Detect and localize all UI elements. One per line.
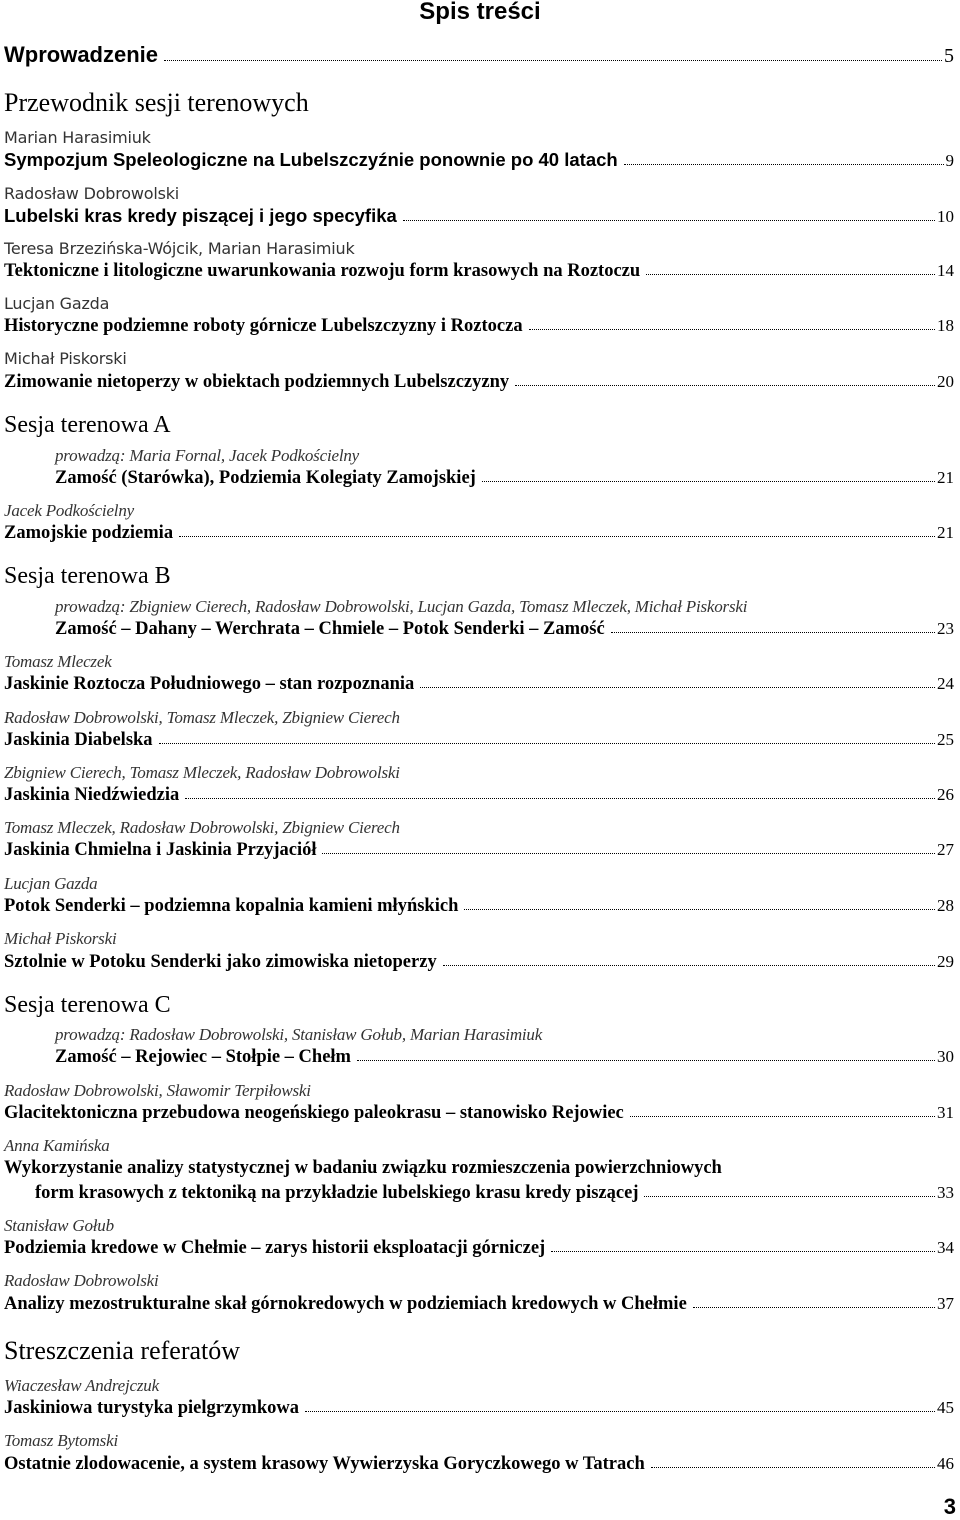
dot-leader	[357, 1059, 935, 1061]
entry-author: Lucjan Gazda	[4, 874, 98, 893]
toc-entry-intro[interactable]	[4, 42, 954, 68]
dot-leader	[305, 1410, 935, 1412]
dot-leader	[644, 1195, 935, 1197]
entry-title: Potok Senderki – podziemna kopalnia kamieni młyńskich	[4, 896, 459, 916]
dot-leader	[164, 59, 942, 61]
dot-leader	[630, 1115, 935, 1117]
dot-leader	[482, 480, 935, 482]
entry-page: 14	[937, 261, 954, 280]
toc-entry[interactable]	[4, 316, 954, 337]
entry-page: 5	[944, 45, 954, 67]
toc-entry[interactable]	[4, 952, 954, 973]
toc-entry[interactable]	[4, 149, 954, 171]
entry-title: Analizy mezostrukturalne skał górnokredowych w podziemiach kredowych w Chełmie	[4, 1294, 687, 1314]
entry-page: 37	[937, 1294, 954, 1313]
entry-page: 20	[937, 372, 954, 391]
entry-title: Historyczne podziemne roboty górnicze Lubelszczyzny i Roztocza	[4, 316, 523, 336]
entry-title: Jaskinia Niedźwiedzia	[4, 785, 180, 805]
toc-entry[interactable]	[4, 261, 954, 282]
entry-page: 21	[937, 523, 954, 542]
entry-title: Wprowadzenie	[4, 42, 159, 67]
toc-entry[interactable]	[4, 674, 954, 695]
dot-leader	[179, 535, 935, 537]
entry-page: 26	[937, 785, 954, 804]
entry-author: Radosław Dobrowolski	[4, 184, 180, 203]
dot-leader	[443, 964, 935, 966]
entry-title-line2: form krasowych z tektoniką na przykładzie lubelskiego krasu kredy piszącej	[35, 1183, 639, 1203]
entry-title: Ostatnie zlodowacenie, a system krasowy Wywierzyska Goryczkowego w Tatrach	[4, 1454, 645, 1474]
dot-leader	[624, 163, 944, 165]
entry-title: Glacitektoniczna przebudowa neogeńskiego paleokrasu – stanowisko Rejowiec	[4, 1103, 624, 1123]
toc-entry[interactable]	[4, 523, 954, 544]
page-number: 3	[943, 1494, 956, 1519]
toc-entry-route[interactable]	[55, 468, 954, 489]
entry-page: 9	[945, 151, 954, 170]
session-leaders: prowadzą: Zbigniew Cierech, Radosław Dobrowolski, Lucjan Gazda, Tomasz Mleczek, Michał Piskorski	[55, 597, 748, 616]
entry-title: Jaskinie Roztocza Południowego – stan rozpoznania	[4, 674, 415, 694]
entry-page: 18	[937, 316, 954, 335]
entry-title: Zamość – Dahany – Werchrata – Chmiele – Potok Senderki – Zamość	[55, 619, 605, 639]
section-heading: Sesja terenowa A	[4, 412, 171, 438]
session-leaders: prowadzą: Maria Fornal, Jacek Podkościelny	[55, 446, 359, 465]
entry-author: Tomasz Bytomski	[4, 1431, 118, 1450]
entry-page: 46	[937, 1454, 954, 1473]
entry-author: Lucjan Gazda	[4, 294, 110, 313]
entry-title: Tektoniczne i litologiczne uwarunkowania rozwoju form krasowych na Roztoczu	[4, 261, 641, 281]
page-title: Spis treści	[419, 0, 541, 25]
entry-author: Stanisław Gołub	[4, 1216, 114, 1235]
toc-entry[interactable]	[4, 785, 954, 806]
toc-entry[interactable]	[4, 1454, 954, 1475]
dot-leader	[515, 384, 935, 386]
dot-leader	[529, 328, 935, 330]
toc-entry-route[interactable]	[55, 1047, 954, 1068]
dot-leader	[420, 686, 935, 688]
entry-title: Zimowanie nietoperzy w obiektach podziemnych Lubelszczyzny	[4, 372, 510, 392]
entry-author: Tomasz Mleczek, Radosław Dobrowolski, Zbigniew Cierech	[4, 818, 400, 837]
entry-author: Anna Kamińska	[4, 1136, 110, 1155]
toc-entry[interactable]	[4, 1294, 954, 1315]
entry-title: Lubelski kras kredy piszącej i jego specyfika	[4, 205, 397, 226]
entry-page: 25	[937, 730, 954, 749]
entry-page: 27	[937, 840, 954, 859]
toc-entry-route[interactable]	[55, 619, 954, 640]
entry-author: Michał Piskorski	[4, 929, 117, 948]
toc-entry[interactable]	[4, 372, 954, 393]
dot-leader	[403, 219, 935, 221]
section-heading: Streszczenia referatów	[4, 1336, 241, 1365]
dot-leader	[646, 273, 935, 275]
toc-entry[interactable]	[4, 1238, 954, 1259]
entry-author: Tomasz Mleczek	[4, 652, 112, 671]
section-heading: Przewodnik sesji terenowych	[4, 88, 309, 117]
entry-author: Radosław Dobrowolski, Tomasz Mleczek, Zbigniew Cierech	[4, 708, 400, 727]
entry-title: Sympozjum Speleologiczne na Lubelszczyźnie ponownie po 40 latach	[4, 149, 618, 170]
entry-page: 28	[937, 896, 954, 915]
session-leaders: prowadzą: Radosław Dobrowolski, Stanisław Gołub, Marian Harasimiuk	[55, 1025, 543, 1044]
toc-entry[interactable]	[4, 1398, 954, 1419]
toc-entry[interactable]	[4, 730, 954, 751]
entry-author: Radosław Dobrowolski	[4, 1271, 159, 1290]
dot-leader	[185, 797, 935, 799]
entry-page: 45	[937, 1398, 954, 1417]
entry-page: 34	[937, 1238, 954, 1257]
dot-leader	[693, 1306, 935, 1308]
entry-title: Zamość – Rejowiec – Stołpie – Chełm	[55, 1047, 351, 1067]
entry-page: 29	[937, 952, 954, 971]
entry-title: Jaskinia Chmielna i Jaskinia Przyjaciół	[4, 840, 317, 860]
toc-entry[interactable]	[4, 1103, 954, 1124]
dot-leader	[651, 1466, 935, 1468]
entry-author: Teresa Brzezińska-Wójcik, Marian Harasimiuk	[4, 239, 355, 258]
entry-title: Sztolnie w Potoku Senderki jako zimowiska nietoperzy	[4, 952, 437, 972]
entry-title: Jaskinia Diabelska	[4, 730, 153, 750]
dot-leader	[551, 1250, 935, 1252]
section-heading: Sesja terenowa B	[4, 563, 171, 589]
toc-entry[interactable]	[4, 896, 954, 917]
entry-page: 21	[937, 468, 954, 487]
toc-entry[interactable]	[35, 1183, 954, 1204]
entry-page: 10	[937, 207, 954, 226]
entry-author: Michał Piskorski	[4, 349, 127, 368]
entry-author: Radosław Dobrowolski, Sławomir Terpiłowski	[4, 1081, 311, 1100]
entry-page: 30	[937, 1047, 954, 1066]
toc-entry[interactable]	[4, 840, 954, 861]
entry-author: Wiaczesław Andrejczuk	[4, 1376, 159, 1395]
toc-entry[interactable]	[4, 205, 954, 227]
entry-title: Jaskiniowa turystyka pielgrzymkowa	[4, 1398, 299, 1418]
entry-author: Marian Harasimiuk	[4, 128, 151, 147]
dot-leader	[464, 908, 935, 910]
entry-page: 24	[937, 674, 954, 693]
dot-leader	[322, 852, 935, 854]
section-heading: Sesja terenowa C	[4, 992, 171, 1018]
entry-page: 31	[937, 1103, 954, 1122]
dot-leader	[159, 742, 935, 744]
entry-author: Zbigniew Cierech, Tomasz Mleczek, Radosław Dobrowolski	[4, 763, 400, 782]
entry-title: Zamojskie podziemia	[4, 523, 174, 543]
entry-page: 33	[937, 1183, 954, 1202]
entry-title: Zamość (Starówka), Podziemia Kolegiaty Zamojskiej	[55, 468, 476, 488]
entry-author: Jacek Podkościelny	[4, 501, 134, 520]
entry-page: 23	[937, 619, 954, 638]
entry-title: Podziemia kredowe w Chełmie – zarys historii eksploatacji górniczej	[4, 1238, 546, 1258]
entry-title-line1[interactable]: Wykorzystanie analizy statystycznej w badaniu związku rozmieszczenia powierzchniowych	[4, 1158, 722, 1178]
dot-leader	[611, 631, 935, 633]
